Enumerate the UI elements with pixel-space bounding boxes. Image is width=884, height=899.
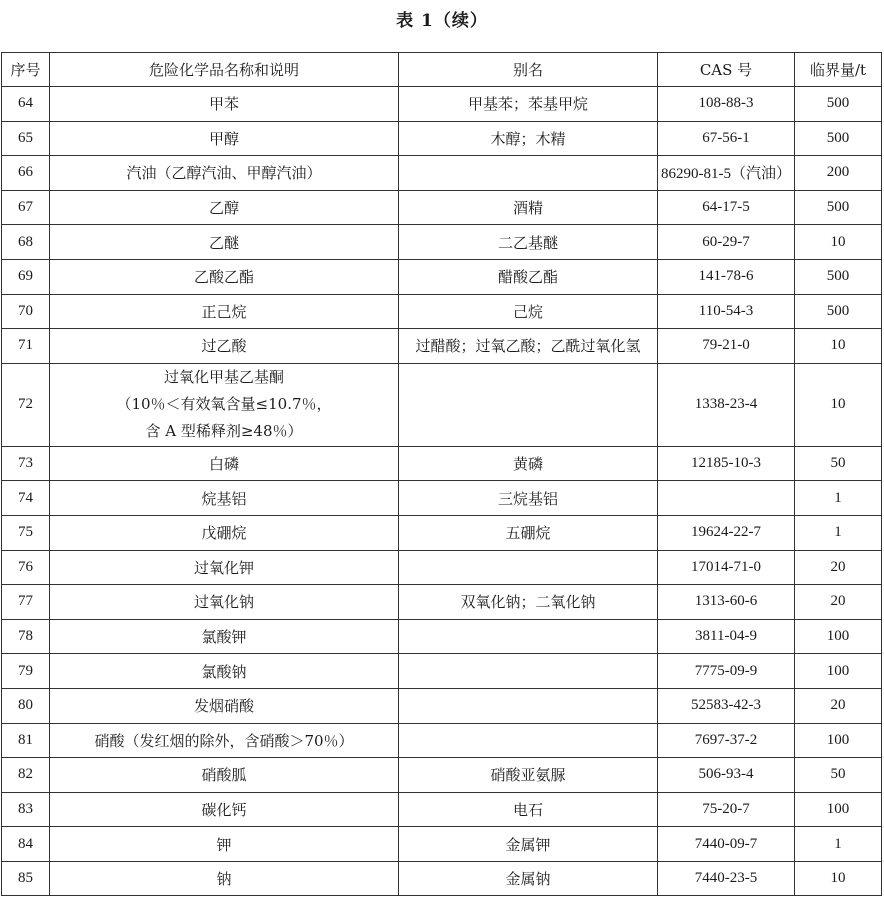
- cell-chemical-name: [50, 827, 399, 862]
- cell-alias: 酒精: [399, 190, 658, 225]
- cell-chemical-name: [50, 758, 399, 793]
- cell-alias: 五硼烷: [399, 515, 658, 550]
- table-row: [2, 654, 882, 689]
- table-row: [2, 792, 882, 827]
- cell-chemical-name: [50, 550, 399, 585]
- cell-chemical-name: [50, 446, 399, 481]
- cell-chemical-name: [50, 87, 399, 122]
- cell-chemical-name: [50, 481, 399, 516]
- cell-alias: 电石: [399, 792, 658, 827]
- cell-index: 80: [2, 688, 50, 723]
- table-title: 表 1（续）: [396, 11, 488, 31]
- cell-alias: [399, 550, 658, 585]
- chemical-name-line: 白磷: [208, 455, 239, 474]
- cell-chemical-name: [50, 688, 399, 723]
- chemical-name-line: 过氧化钠: [193, 593, 254, 612]
- cell-cas-number: 79-21-0: [658, 329, 795, 364]
- cell-chemical-name: [50, 259, 399, 294]
- cell-cas-number: 17014-71-0: [658, 550, 795, 585]
- cell-index: 64: [2, 87, 50, 122]
- cell-threshold: 50: [795, 446, 882, 481]
- column-header-index: 序号: [2, 53, 50, 87]
- chemical-name-line: 戊硼烷: [201, 524, 247, 543]
- cell-threshold: 500: [795, 121, 882, 156]
- cell-index: 79: [2, 654, 50, 689]
- cell-cas-number: 110-54-3: [658, 294, 795, 329]
- cell-alias: 金属钾: [399, 827, 658, 862]
- chemical-name-line: 正己烷: [201, 302, 247, 321]
- chemical-name-line: 碳化钙: [201, 800, 247, 819]
- table-row: [2, 723, 882, 758]
- cell-index: 74: [2, 481, 50, 516]
- table-row: [2, 446, 882, 481]
- cell-threshold: 100: [795, 792, 882, 827]
- table-row: [2, 688, 882, 723]
- cell-alias: [399, 654, 658, 689]
- chemical-name-line: 发烟硝酸: [193, 697, 254, 716]
- cell-cas-number: 7697-37-2: [658, 723, 795, 758]
- cell-cas-number: 52583-42-3: [658, 688, 795, 723]
- cell-chemical-name: [50, 294, 399, 329]
- cell-cas-number: 141-78-6: [658, 259, 795, 294]
- cell-chemical-name: [50, 861, 399, 896]
- table-row: [2, 156, 882, 191]
- cell-threshold: 100: [795, 619, 882, 654]
- cell-threshold: 10: [795, 861, 882, 896]
- table-row: [2, 294, 882, 329]
- cell-index: 75: [2, 515, 50, 550]
- cell-alias: 二乙基醚: [399, 225, 658, 260]
- cell-alias: 过醋酸；过氧乙酸；乙酰过氧化氢: [399, 329, 658, 364]
- cell-cas-number: 1338-23-4: [658, 363, 795, 446]
- cell-cas-number: 7440-23-5: [658, 861, 795, 896]
- cell-index: 67: [2, 190, 50, 225]
- table-row: [2, 363, 882, 446]
- cell-alias: 双氧化钠；二氧化钠: [399, 585, 658, 620]
- chemical-name-line: 钠: [216, 870, 232, 889]
- cell-threshold: 1: [795, 515, 882, 550]
- cell-cas-number: 67-56-1: [658, 121, 795, 156]
- cell-index: 66: [2, 156, 50, 191]
- cell-alias: 甲基苯；苯基甲烷: [399, 87, 658, 122]
- cell-cas-number: 506-93-4: [658, 758, 795, 793]
- chemical-name-line: 氯酸钠: [201, 662, 247, 681]
- table-row: [2, 259, 882, 294]
- chemical-name-line: 氯酸钾: [201, 628, 247, 647]
- cell-cas-number: 1313-60-6: [658, 585, 795, 620]
- cell-alias: [399, 363, 658, 446]
- cell-chemical-name: [50, 585, 399, 620]
- cell-cas-number: 19624-22-7: [658, 515, 795, 550]
- cell-alias: 己烷: [399, 294, 658, 329]
- cell-chemical-name: [50, 156, 399, 191]
- chemical-name-line: 乙醇: [208, 199, 239, 218]
- header-row: [2, 53, 882, 87]
- chemical-name-line: 过氧化钾: [193, 558, 254, 577]
- cell-threshold: 500: [795, 87, 882, 122]
- hazardous-chemicals-table: [1, 52, 882, 896]
- chemical-name-line: 硝酸（发红烟的除外，含硝酸＞70％）: [94, 731, 354, 750]
- cell-chemical-name: [50, 515, 399, 550]
- table-row: [2, 585, 882, 620]
- cell-threshold: 10: [795, 363, 882, 446]
- column-header-name: 危险化学品名称和说明: [50, 53, 399, 87]
- table-row: [2, 827, 882, 862]
- cell-cas-number: 75-20-7: [658, 792, 795, 827]
- cell-chemical-name: [50, 329, 399, 364]
- table-row: [2, 190, 882, 225]
- cell-index: 69: [2, 259, 50, 294]
- cell-alias: [399, 723, 658, 758]
- chemical-name-line: 烷基铝: [201, 489, 247, 508]
- cell-index: 83: [2, 792, 50, 827]
- table-row: [2, 481, 882, 516]
- cell-chemical-name: [50, 121, 399, 156]
- table-row: [2, 550, 882, 585]
- cell-alias: 三烷基铝: [399, 481, 658, 516]
- chemical-name-line: 甲苯: [208, 95, 239, 114]
- cell-index: 73: [2, 446, 50, 481]
- cell-threshold: 200: [795, 156, 882, 191]
- column-header-alias: 别名: [399, 53, 658, 87]
- cell-index: 65: [2, 121, 50, 156]
- cell-chemical-name: [50, 619, 399, 654]
- cell-threshold: 500: [795, 294, 882, 329]
- chemical-name-line: （10％＜有效氧含量≤10.7％，: [116, 395, 332, 414]
- cell-cas-number: 108-88-3: [658, 87, 795, 122]
- cell-alias: 硝酸亚氨脲: [399, 758, 658, 793]
- chemical-name-line: 钾: [216, 835, 232, 854]
- cell-alias: [399, 156, 658, 191]
- cell-cas-number: 3811-04-9: [658, 619, 795, 654]
- cell-alias: [399, 688, 658, 723]
- cell-threshold: 1: [795, 481, 882, 516]
- cell-alias: 黄磷: [399, 446, 658, 481]
- cell-chemical-name: [50, 190, 399, 225]
- cell-threshold: 100: [795, 654, 882, 689]
- cell-cas-number: 64-17-5: [658, 190, 795, 225]
- table-row: [2, 758, 882, 793]
- cell-threshold: 100: [795, 723, 882, 758]
- cell-chemical-name: [50, 363, 399, 446]
- cell-chemical-name: [50, 723, 399, 758]
- cell-threshold: 10: [795, 225, 882, 260]
- chemical-name-line: 过氧化甲基乙基酮: [163, 368, 284, 387]
- cell-cas-number: 86290-81-5（汽油）: [658, 156, 795, 191]
- cell-cas-number: 7440-09-7: [658, 827, 795, 862]
- cell-cas-number: 60-29-7: [658, 225, 795, 260]
- cell-threshold: 500: [795, 259, 882, 294]
- cell-index: 85: [2, 861, 50, 896]
- cell-cas-number: 7775-09-9: [658, 654, 795, 689]
- table-row: [2, 121, 882, 156]
- cell-threshold: 50: [795, 758, 882, 793]
- cell-index: 82: [2, 758, 50, 793]
- cell-threshold: 20: [795, 688, 882, 723]
- column-header-cas: CAS 号: [658, 53, 795, 87]
- column-header-threshold: 临界量/t: [795, 53, 882, 87]
- cell-index: 84: [2, 827, 50, 862]
- cell-cas-number: 12185-10-3: [658, 446, 795, 481]
- table-row: [2, 515, 882, 550]
- table-row: [2, 861, 882, 896]
- cell-index: 72: [2, 363, 50, 446]
- chemical-name-line: 汽油（乙醇汽油、甲醇汽油）: [126, 164, 322, 183]
- chemical-name-line: 硝酸胍: [201, 766, 247, 785]
- cell-chemical-name: [50, 792, 399, 827]
- cell-alias: 醋酸乙酯: [399, 259, 658, 294]
- table-row: [2, 329, 882, 364]
- cell-index: 76: [2, 550, 50, 585]
- cell-chemical-name: [50, 225, 399, 260]
- cell-threshold: 500: [795, 190, 882, 225]
- table-row: [2, 619, 882, 654]
- chemical-name-line: 乙酸乙酯: [193, 268, 254, 287]
- cell-alias: [399, 619, 658, 654]
- cell-index: 77: [2, 585, 50, 620]
- cell-index: 71: [2, 329, 50, 364]
- cell-cas-number: [658, 481, 795, 516]
- cell-threshold: 1: [795, 827, 882, 862]
- chemical-name-line: 乙醚: [208, 233, 239, 252]
- cell-threshold: 20: [795, 550, 882, 585]
- cell-threshold: 10: [795, 329, 882, 364]
- chemical-name-line: 过乙酸: [201, 337, 247, 356]
- table-row: [2, 87, 882, 122]
- chemical-name-line: 甲醇: [208, 129, 239, 148]
- cell-threshold: 20: [795, 585, 882, 620]
- cell-alias: 木醇；木精: [399, 121, 658, 156]
- cell-index: 70: [2, 294, 50, 329]
- cell-index: 68: [2, 225, 50, 260]
- cell-index: 78: [2, 619, 50, 654]
- cell-chemical-name: [50, 654, 399, 689]
- cell-alias: 金属钠: [399, 861, 658, 896]
- table-row: [2, 225, 882, 260]
- table-body: [2, 87, 882, 896]
- cell-index: 81: [2, 723, 50, 758]
- chemical-name-line: 含 A 型稀释剂≥48％）: [145, 422, 303, 441]
